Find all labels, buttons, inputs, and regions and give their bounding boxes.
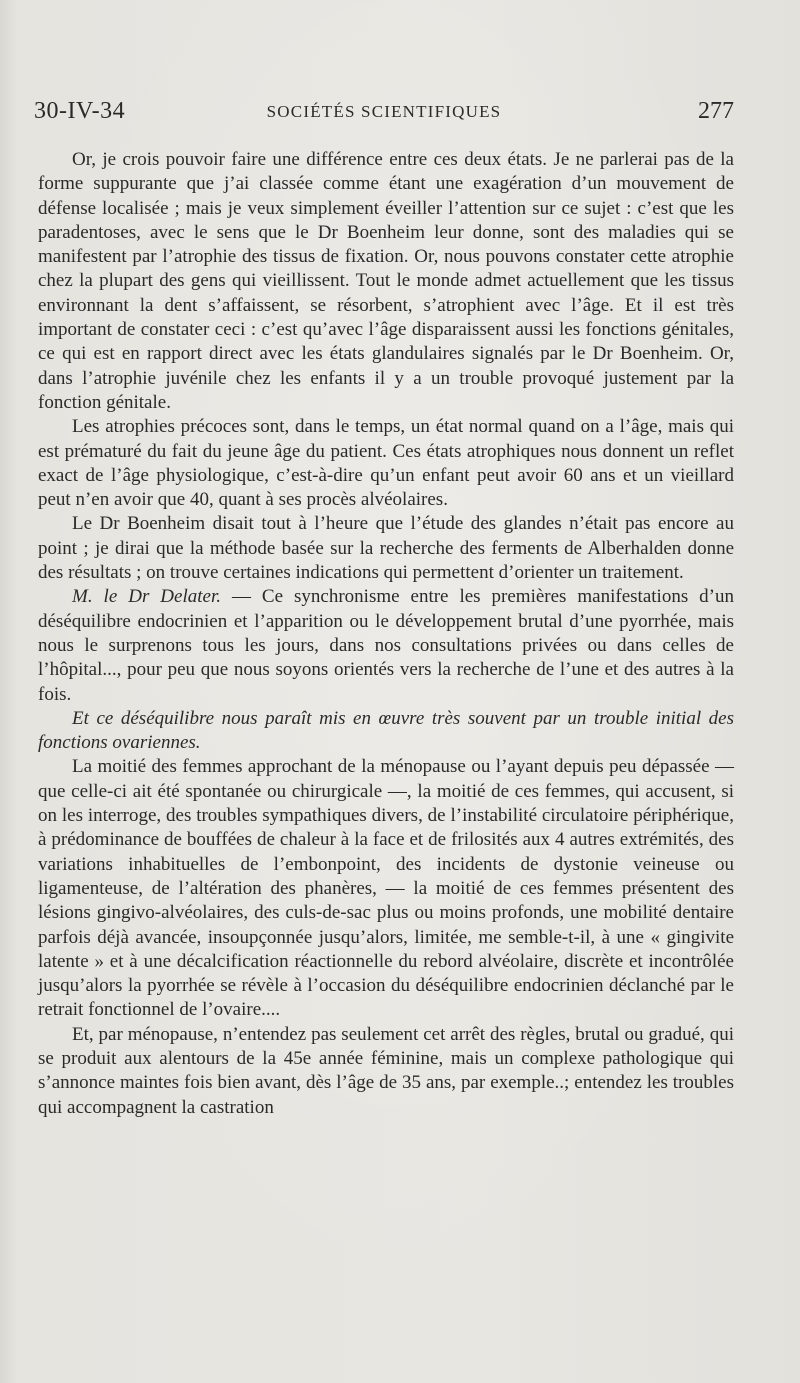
running-title: SOCIÉTÉS SCIENTIFIQUES [266, 102, 502, 121]
paragraph-3: Le Dr Boenheim disait tout à l’heure que l’étude des glandes n’était pas encore au point ; je dirai que la méthode basée sur la recherche des ferments de Alberhalden donne des résultats ; on trouve certaines indications qui permettent d’orienter un traitement. [38, 513, 734, 584]
page-number: 277 [698, 98, 734, 124]
paragraph-7: Et, par ménopause, n’entendez pas seulement cet arrêt des règles, brutal ou gradué, qui se produit aux alentours de la 45e année féminine, mais un complexe pathologique qui s’annonce maintes fois bien avant, dès l’âge de 35 ans, par exemple..; entendez les troubles qui accompagnent la castration [38, 1023, 734, 1118]
header-date: 30-IV-34 [34, 98, 126, 124]
speaker-name: M. le Dr Delater. [72, 586, 221, 608]
page-header [34, 98, 734, 128]
speaker-remark: — Ce synchronisme entre les premières manifestations d’un déséquilibre endocrinien et l’apparition ou le développement brutal d’une pyorrhée, mais nous le surprenons tous les jours, dans nos consultations privées ou dans celles de l’hôpital..., pour peu que nous soyons orientés vers la recherche de l’une et des autres à la fois. [38, 586, 735, 705]
paragraph-1: Or, je crois pouvoir faire une différence entre ces deux états. Je ne parlerai pas de la forme suppurante que j’ai classée comme étant une exagération d’un mouvement de défense localisée ; mais je veux simplement éveiller l’attention sur ce sujet : c’est que les paradentoses, avec le sens que le Dr Boenheim leur donne, sont des maladies qui se manifestent par l’atrophie des tissus de fixation. Or, nous pouvons constater cette atrophie chez la plupart des gens qui vieillissent. Tout le monde admet actuellement que les tissus environnant la dent s’affaissent, se résorbent, s’atrophient avec l’âge. Et il est très important de constater ceci : c’est qu’avec l’âge disparaissent aussi les fonctions génitales, ce qui est en rapport direct avec les états glandulaires signalés par le Dr Boenheim. Or, dans l’atrophie juvénile chez les enfants il y a un trouble provoqué justement par la fonction génitale. [38, 149, 734, 413]
paragraph-2: Les atrophies précoces sont, dans le temps, un état normal quand on a l’âge, mais qui est prématuré du fait du jeune âge du patient. Ces états atrophiques nous donnent un reflet exact de l’âge physiologique, c’est-à-dire qu’un enfant peut avoir 60 ans et un vieillard peut n’en avoir que 40, quant à ses procès alvéolaires. [38, 416, 734, 511]
paragraph-5-italic: Et ce déséquilibre nous paraît mis en œuvre très souvent par un trouble initial des fonctions ovariennes. [38, 707, 734, 754]
paragraph-4 [38, 585, 734, 706]
article-body [38, 148, 734, 1120]
paragraph-6: La moitié des femmes approchant de la ménopause ou l’ayant depuis peu dépassée — que celle-ci ait été spontanée ou chirurgicale —, la moitié de ces femmes, qui accusent, si on les interroge, des troubles sympathiques divers, de l’instabilité circulatoire périphérique, à prédominance de bouffées de chaleur à la face et de frilosités aux 4 autres extrémités, des variations inhabituelles de l’embonpoint, des incidents de dystonie veineuse ou ligamenteuse, de l’altération des phanères, — la moitié de ces femmes présentent des lésions gingivo-alvéolaires, des culs-de-sac plus ou moins profonds, une mobilité dentaire parfois déjà avancée, insoupçonnée jusqu’alors, limitée, me semble-t-il, à une « gingivite latente » et à une décalcification réactionnelle du rebord alvéolaire, discrète et incontrôlée jusqu’alors la pyorrhée se révèle à l’occasion du déséquilibre endocrinien déclanché par le retrait fonctionnel de l’ovaire.... [38, 756, 734, 1021]
